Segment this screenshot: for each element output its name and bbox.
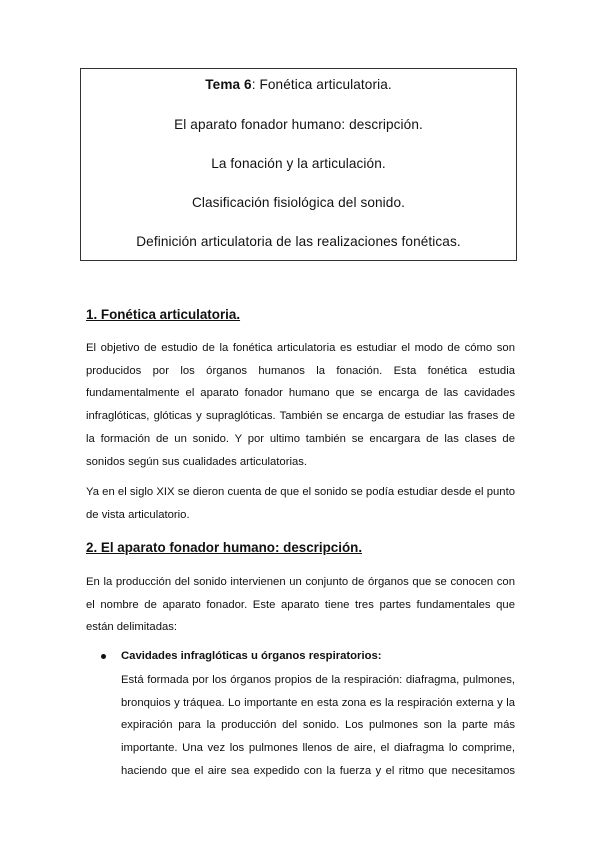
section2-heading: 2. El aparato fonador humano: descripción. xyxy=(86,540,363,555)
topic-line-4: Definición articulatoria de las realizaciones fonéticas. xyxy=(136,234,461,249)
section1-heading: 1. Fonética articulatoria. xyxy=(86,307,241,322)
topic-title-rest: : Fonética articulatoria. xyxy=(251,77,392,92)
topic-line-1: El aparato fonador humano: descripción. xyxy=(174,117,423,132)
topic-label: Tema 6 xyxy=(205,77,252,92)
section1-paragraph-1: El objetivo de estudio de la fonética articulatoria es estudiar el modo de cómo son producidos por los órganos humanos la fonación. Esta fonética estudia fundamentalmente el aparato fonador humano que se encarga de las cavidades infraglóticas, glóticas y supraglóticas. También se encarga de estudiar las frases de la formación de un sonido. Y por ultimo también se encargara de las clases de sonidos según sus cualidades articulatorias. xyxy=(86,342,515,468)
section2-paragraph-1: En la producción del sonido intervienen un conjunto de órganos que se conocen con el nombre de aparato fonador. Este aparato tiene tres partes fundamentales que están delimitadas: xyxy=(86,576,515,634)
topic-title xyxy=(81,77,516,92)
topic-line-2: La fonación y la articulación. xyxy=(211,156,386,171)
topic-line-3: Clasificación fisiológica del sonido. xyxy=(191,195,405,210)
topic-header-box xyxy=(80,68,517,261)
bullet-title: Cavidades infraglóticas u órganos respiratorios: xyxy=(121,650,382,662)
bullet-body: Está formada por los órganos propios de la respiración: diafragma, pulmones, bronquios y tráquea. Lo importante en esta zona es la respiración externa y la expiración para la producción del sonido. Los pulmones son la parte más importante. Una vez los pulmones llenos de aire, el diafragma lo comprime, haciendo que el aire sea expedido con la fuerza y el ritmo que necesitamos xyxy=(121,674,515,777)
section1-paragraph-2: Ya en el siglo XIX se dieron cuenta de que el sonido se podía estudiar desde el punto de vista articulatorio. xyxy=(86,486,515,521)
bullet-icon xyxy=(101,654,106,659)
